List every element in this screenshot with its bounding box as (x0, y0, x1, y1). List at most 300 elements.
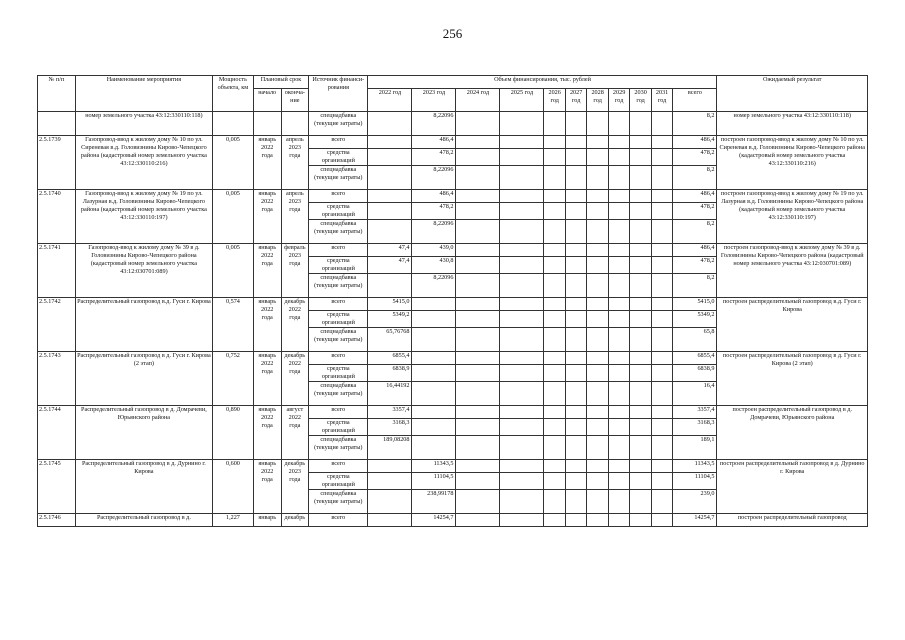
cell-2030 (630, 436, 651, 460)
cell-2028 (587, 473, 608, 490)
cell-2028 (587, 244, 608, 257)
cell-2025 (500, 136, 544, 149)
cell-2024 (456, 166, 500, 190)
table-header (38, 76, 868, 112)
header-year-2025: 2025 год (500, 89, 544, 112)
cell-power: 0,600 (212, 460, 253, 514)
cell-2028 (587, 514, 608, 527)
cell-2023: 478,2 (412, 203, 456, 220)
header-year-2027: 2027 год (565, 89, 586, 112)
cell-2027 (565, 136, 586, 149)
header-year-2023: 2023 год (412, 89, 456, 112)
cell-2028 (587, 419, 608, 436)
cell-2022: 47,4 (368, 257, 412, 274)
cell-end: декабрь (281, 514, 309, 527)
cell-2025 (500, 382, 544, 406)
cell-2030 (630, 244, 651, 257)
cell-2024 (456, 311, 500, 328)
cell-2031 (651, 112, 672, 136)
cell-2029 (608, 220, 629, 244)
cell-2023 (412, 382, 456, 406)
cell-2028 (587, 298, 608, 311)
cell-2026 (544, 298, 565, 311)
cell-2027 (565, 514, 586, 527)
cell-2027 (565, 352, 586, 365)
cell-total: 8,2 (673, 220, 717, 244)
cell-start: январь 2022 года (253, 244, 281, 298)
cell-2026 (544, 352, 565, 365)
cell-2031 (651, 460, 672, 473)
cell-2028 (587, 220, 608, 244)
cell-power (212, 112, 253, 136)
cell-num: 2.5.1740 (38, 190, 76, 244)
cell-2030 (630, 166, 651, 190)
header-result: Ожидаемый результат (717, 76, 868, 112)
cell-2028 (587, 365, 608, 382)
cell-2031 (651, 136, 672, 149)
cell-start: январь (253, 514, 281, 527)
cell-2024 (456, 298, 500, 311)
header-start: начало (253, 89, 281, 112)
cell-2029 (608, 149, 629, 166)
cell-2028 (587, 490, 608, 514)
cell-result: номер земельного участка 43:12:330110:118) (717, 112, 868, 136)
cell-2030 (630, 136, 651, 149)
cell-source: спецнадбавка (текущие затраты) (309, 490, 368, 514)
cell-2028 (587, 203, 608, 220)
cell-power: 0,005 (212, 190, 253, 244)
cell-total: 16,4 (673, 382, 717, 406)
cell-2028 (587, 352, 608, 365)
cell-2024 (456, 460, 500, 473)
cell-start: январь 2022 года (253, 298, 281, 352)
cell-2022 (368, 473, 412, 490)
cell-source: всего (309, 406, 368, 419)
cell-2025 (500, 298, 544, 311)
cell-2025 (500, 490, 544, 514)
table-row (38, 514, 868, 527)
cell-2031 (651, 257, 672, 274)
cell-2028 (587, 274, 608, 298)
cell-2031 (651, 166, 672, 190)
cell-2025 (500, 149, 544, 166)
cell-2025 (500, 257, 544, 274)
cell-power: 0,005 (212, 244, 253, 298)
header-end: оконча-ние (281, 89, 309, 112)
cell-2029 (608, 352, 629, 365)
cell-start: январь 2022 года (253, 136, 281, 190)
header-name: Наименование мероприятия (75, 76, 212, 112)
cell-2022 (368, 274, 412, 298)
cell-2023 (412, 365, 456, 382)
cell-source: средства организаций (309, 365, 368, 382)
cell-2024 (456, 419, 500, 436)
cell-source: средства организаций (309, 473, 368, 490)
cell-2027 (565, 311, 586, 328)
cell-2027 (565, 406, 586, 419)
cell-source: спецнадбавка (текущие затраты) (309, 220, 368, 244)
cell-2029 (608, 257, 629, 274)
cell-2022 (368, 149, 412, 166)
cell-2027 (565, 419, 586, 436)
cell-total: 11104,5 (673, 473, 717, 490)
cell-2023: 486,4 (412, 190, 456, 203)
cell-total: 3357,4 (673, 406, 717, 419)
financing-table (37, 75, 868, 527)
cell-power: 0,005 (212, 136, 253, 190)
cell-2030 (630, 490, 651, 514)
cell-2025 (500, 203, 544, 220)
cell-2024 (456, 328, 500, 352)
header-num: № п/п (38, 76, 76, 112)
cell-2024 (456, 352, 500, 365)
cell-2026 (544, 136, 565, 149)
header-power: Мощность объекта, км (212, 76, 253, 112)
cell-2026 (544, 473, 565, 490)
cell-2022: 47,4 (368, 244, 412, 257)
cell-2025 (500, 352, 544, 365)
cell-2024 (456, 244, 500, 257)
cell-total: 14254,7 (673, 514, 717, 527)
cell-result: построен газопровод-ввод к жилому дому № 19 по ул. Лазурная в.д. Головизнины Кирово-Чепецкого района (кадастровый номер земельного участка 43:12:330110:197) (717, 190, 868, 244)
cell-num: 2.5.1741 (38, 244, 76, 298)
cell-2029 (608, 190, 629, 203)
cell-2024 (456, 257, 500, 274)
cell-2031 (651, 365, 672, 382)
cell-2029 (608, 514, 629, 527)
cell-2022: 5415,0 (368, 298, 412, 311)
cell-2022: 6855,4 (368, 352, 412, 365)
page-number: 256 (442, 26, 463, 41)
cell-2026 (544, 166, 565, 190)
cell-2027 (565, 298, 586, 311)
cell-2022 (368, 514, 412, 527)
cell-num: 2.5.1739 (38, 136, 76, 190)
cell-total: 8,2 (673, 274, 717, 298)
cell-2030 (630, 406, 651, 419)
cell-2030 (630, 419, 651, 436)
cell-result: построен распределительный газопровод в.д. Гуси г. Кирова (717, 298, 868, 352)
cell-2026 (544, 490, 565, 514)
cell-total: 478,2 (673, 203, 717, 220)
financing-table-container (37, 75, 868, 640)
cell-2023: 11343,5 (412, 460, 456, 473)
cell-2028 (587, 406, 608, 419)
cell-2031 (651, 473, 672, 490)
cell-num: 2.5.1744 (38, 406, 76, 460)
cell-name: номер земельного участка 43:12:330110:118) (75, 112, 212, 136)
cell-2025 (500, 406, 544, 419)
cell-2029 (608, 274, 629, 298)
cell-end (281, 112, 309, 136)
table-row (38, 460, 868, 473)
cell-end: декабрь 2022 года (281, 352, 309, 406)
cell-end: декабрь 2022 года (281, 298, 309, 352)
cell-2031 (651, 220, 672, 244)
cell-2030 (630, 365, 651, 382)
cell-2029 (608, 490, 629, 514)
cell-2030 (630, 257, 651, 274)
cell-2027 (565, 220, 586, 244)
cell-2026 (544, 436, 565, 460)
cell-2031 (651, 419, 672, 436)
cell-2022: 189,08208 (368, 436, 412, 460)
cell-2027 (565, 328, 586, 352)
cell-2026 (544, 514, 565, 527)
header-year-2022: 2022 год (368, 89, 412, 112)
cell-2023: 8,22096 (412, 220, 456, 244)
cell-2023: 8,22096 (412, 112, 456, 136)
header-source: Источник финанси-рования (309, 76, 368, 112)
cell-name: Газопровод-ввод к жилому дому № 19 по ул. Лазурная в.д. Головизнины Кирово-Чепецкого района (кадастровый номер земельного участка 43:12:330110:197) (75, 190, 212, 244)
cell-2025 (500, 365, 544, 382)
cell-2030 (630, 149, 651, 166)
cell-source: всего (309, 298, 368, 311)
cell-name: Распределительный газопровод в д. Домрачеви, Юрьянского района (75, 406, 212, 460)
cell-source: средства организаций (309, 311, 368, 328)
cell-power: 0,752 (212, 352, 253, 406)
cell-2024 (456, 190, 500, 203)
cell-2029 (608, 382, 629, 406)
cell-2022: 16,44192 (368, 382, 412, 406)
cell-2027 (565, 257, 586, 274)
cell-2029 (608, 136, 629, 149)
cell-2025 (500, 436, 544, 460)
cell-2031 (651, 274, 672, 298)
cell-2027 (565, 244, 586, 257)
table-row (38, 298, 868, 311)
cell-2024 (456, 382, 500, 406)
cell-source: средства организаций (309, 257, 368, 274)
cell-name: Газопровод-ввод к жилому дому № 39 в д. Головизнины Кирово-Чепецкого района (кадастровый номер земельного участка 43:12:030701:089) (75, 244, 212, 298)
cell-2027 (565, 166, 586, 190)
cell-2028 (587, 136, 608, 149)
cell-result: построен распределительный газопровод (717, 514, 868, 527)
cell-total: 5349,2 (673, 311, 717, 328)
cell-2028 (587, 328, 608, 352)
cell-2025 (500, 419, 544, 436)
cell-2027 (565, 436, 586, 460)
cell-2026 (544, 244, 565, 257)
cell-2023: 8,22096 (412, 274, 456, 298)
cell-2022 (368, 460, 412, 473)
table-row (38, 406, 868, 419)
cell-start (253, 112, 281, 136)
cell-2030 (630, 274, 651, 298)
cell-2024 (456, 490, 500, 514)
cell-2024 (456, 436, 500, 460)
cell-2026 (544, 406, 565, 419)
header-year-2024: 2024 год (456, 89, 500, 112)
cell-result: построен распределительный газопровод в д. Домрачеви, Юрьянского района (717, 406, 868, 460)
cell-2026 (544, 365, 565, 382)
cell-2028 (587, 149, 608, 166)
cell-2026 (544, 190, 565, 203)
cell-total: 486,4 (673, 136, 717, 149)
cell-2026 (544, 257, 565, 274)
cell-2031 (651, 149, 672, 166)
cell-total: 189,1 (673, 436, 717, 460)
cell-result: построен распределительный газопровод в д. Дурнино г. Кирова (717, 460, 868, 514)
cell-source: всего (309, 244, 368, 257)
header-plan: Плановый срок (253, 76, 308, 89)
cell-2023 (412, 436, 456, 460)
cell-total: 486,4 (673, 190, 717, 203)
cell-2025 (500, 514, 544, 527)
cell-2024 (456, 406, 500, 419)
cell-2022: 6838,9 (368, 365, 412, 382)
cell-2031 (651, 298, 672, 311)
cell-2024 (456, 203, 500, 220)
cell-2030 (630, 460, 651, 473)
cell-2029 (608, 112, 629, 136)
cell-2022: 3168,3 (368, 419, 412, 436)
cell-2023: 478,2 (412, 149, 456, 166)
cell-source: средства организаций (309, 419, 368, 436)
cell-2030 (630, 190, 651, 203)
cell-2030 (630, 203, 651, 220)
cell-2027 (565, 460, 586, 473)
cell-num: 2.5.1742 (38, 298, 76, 352)
cell-2022 (368, 203, 412, 220)
cell-2028 (587, 311, 608, 328)
cell-source: всего (309, 190, 368, 203)
cell-end: декабрь 2023 года (281, 460, 309, 514)
cell-2029 (608, 298, 629, 311)
cell-name: Распределительный газопровод в.д. Гуси г. Кирова (75, 298, 212, 352)
table-body (38, 112, 868, 527)
cell-2031 (651, 203, 672, 220)
cell-2025 (500, 274, 544, 298)
cell-total: 478,2 (673, 257, 717, 274)
cell-total: 11343,5 (673, 460, 717, 473)
cell-2023 (412, 352, 456, 365)
header-year-2028: 2028 год (587, 89, 608, 112)
cell-num (38, 112, 76, 136)
cell-2029 (608, 166, 629, 190)
cell-total: 6855,4 (673, 352, 717, 365)
cell-2030 (630, 328, 651, 352)
cell-2030 (630, 220, 651, 244)
cell-2029 (608, 365, 629, 382)
cell-total: 8,2 (673, 112, 717, 136)
cell-2031 (651, 406, 672, 419)
cell-2029 (608, 460, 629, 473)
cell-source: спецнадбавка (текущие затраты) (309, 166, 368, 190)
cell-2026 (544, 203, 565, 220)
cell-name: Распределительный газопровод в д. Дурнино г. Кирова (75, 460, 212, 514)
cell-2029 (608, 406, 629, 419)
cell-2024 (456, 112, 500, 136)
cell-num: 2.5.1746 (38, 514, 76, 527)
cell-2028 (587, 112, 608, 136)
cell-2026 (544, 328, 565, 352)
cell-2025 (500, 460, 544, 473)
cell-2024 (456, 365, 500, 382)
cell-end: апрель 2023 года (281, 136, 309, 190)
cell-2027 (565, 112, 586, 136)
cell-2025 (500, 311, 544, 328)
cell-2024 (456, 274, 500, 298)
cell-2031 (651, 382, 672, 406)
cell-2030 (630, 112, 651, 136)
cell-2026 (544, 382, 565, 406)
cell-result: построен газопровод-ввод к жилому дому № 39 в д. Головизнины Кирово-Чепецкого района (кадастровый номер земельного участка 43:12:030701:089) (717, 244, 868, 298)
cell-2023 (412, 311, 456, 328)
cell-2023 (412, 328, 456, 352)
cell-2026 (544, 112, 565, 136)
cell-2028 (587, 436, 608, 460)
cell-2023: 14254,7 (412, 514, 456, 527)
cell-end: август 2022 года (281, 406, 309, 460)
cell-2030 (630, 298, 651, 311)
cell-result: построен газопровод-ввод к жилому дому № 10 по ул. Сиреневая в.д. Головизнины Кирово-Чепецкого района (кадастровый номер земельного участка 43:12:330110:216) (717, 136, 868, 190)
cell-2027 (565, 203, 586, 220)
cell-2022 (368, 220, 412, 244)
cell-2030 (630, 382, 651, 406)
cell-source: спецнадбавка (текущие затраты) (309, 436, 368, 460)
cell-2030 (630, 514, 651, 527)
cell-num: 2.5.1743 (38, 352, 76, 406)
cell-2026 (544, 419, 565, 436)
cell-2023: 439,0 (412, 244, 456, 257)
cell-name: Распределительный газопровод в д. (75, 514, 212, 527)
cell-2031 (651, 490, 672, 514)
cell-2030 (630, 311, 651, 328)
table-row (38, 352, 868, 365)
cell-result: построен распределительный газопровод в д. Гуси г. Кирова (2 этап) (717, 352, 868, 406)
cell-power: 1,227 (212, 514, 253, 527)
cell-2030 (630, 473, 651, 490)
cell-source: средства организаций (309, 149, 368, 166)
cell-2031 (651, 244, 672, 257)
cell-2023: 430,8 (412, 257, 456, 274)
cell-2023: 8,22096 (412, 166, 456, 190)
cell-total: 6838,9 (673, 365, 717, 382)
cell-name: Газопровод-ввод к жилому дому № 10 по ул. Сиреневая в.д. Головизнины Кирово-Чепецкого района (кадастровый номер земельного участка 43:12:330110:216) (75, 136, 212, 190)
cell-total: 8,2 (673, 166, 717, 190)
cell-2030 (630, 352, 651, 365)
cell-2022 (368, 136, 412, 149)
cell-start: январь 2022 года (253, 460, 281, 514)
cell-2024 (456, 136, 500, 149)
cell-2029 (608, 311, 629, 328)
cell-total: 5415,0 (673, 298, 717, 311)
cell-2025 (500, 328, 544, 352)
cell-2027 (565, 149, 586, 166)
cell-2025 (500, 244, 544, 257)
header-year-2026: 2026 год (544, 89, 565, 112)
cell-2025 (500, 190, 544, 203)
table-row (38, 190, 868, 203)
cell-total: 478,2 (673, 149, 717, 166)
cell-2028 (587, 257, 608, 274)
table-row (38, 136, 868, 149)
cell-2022 (368, 490, 412, 514)
cell-2031 (651, 311, 672, 328)
cell-2025 (500, 220, 544, 244)
cell-start: январь 2022 года (253, 406, 281, 460)
cell-source: средства организаций (309, 203, 368, 220)
cell-start: январь 2022 года (253, 190, 281, 244)
cell-source: всего (309, 352, 368, 365)
cell-end: апрель 2023 года (281, 190, 309, 244)
cell-total: 65,8 (673, 328, 717, 352)
cell-2024 (456, 220, 500, 244)
header-year-2030: 2030 год (630, 89, 651, 112)
cell-2026 (544, 460, 565, 473)
cell-2027 (565, 490, 586, 514)
